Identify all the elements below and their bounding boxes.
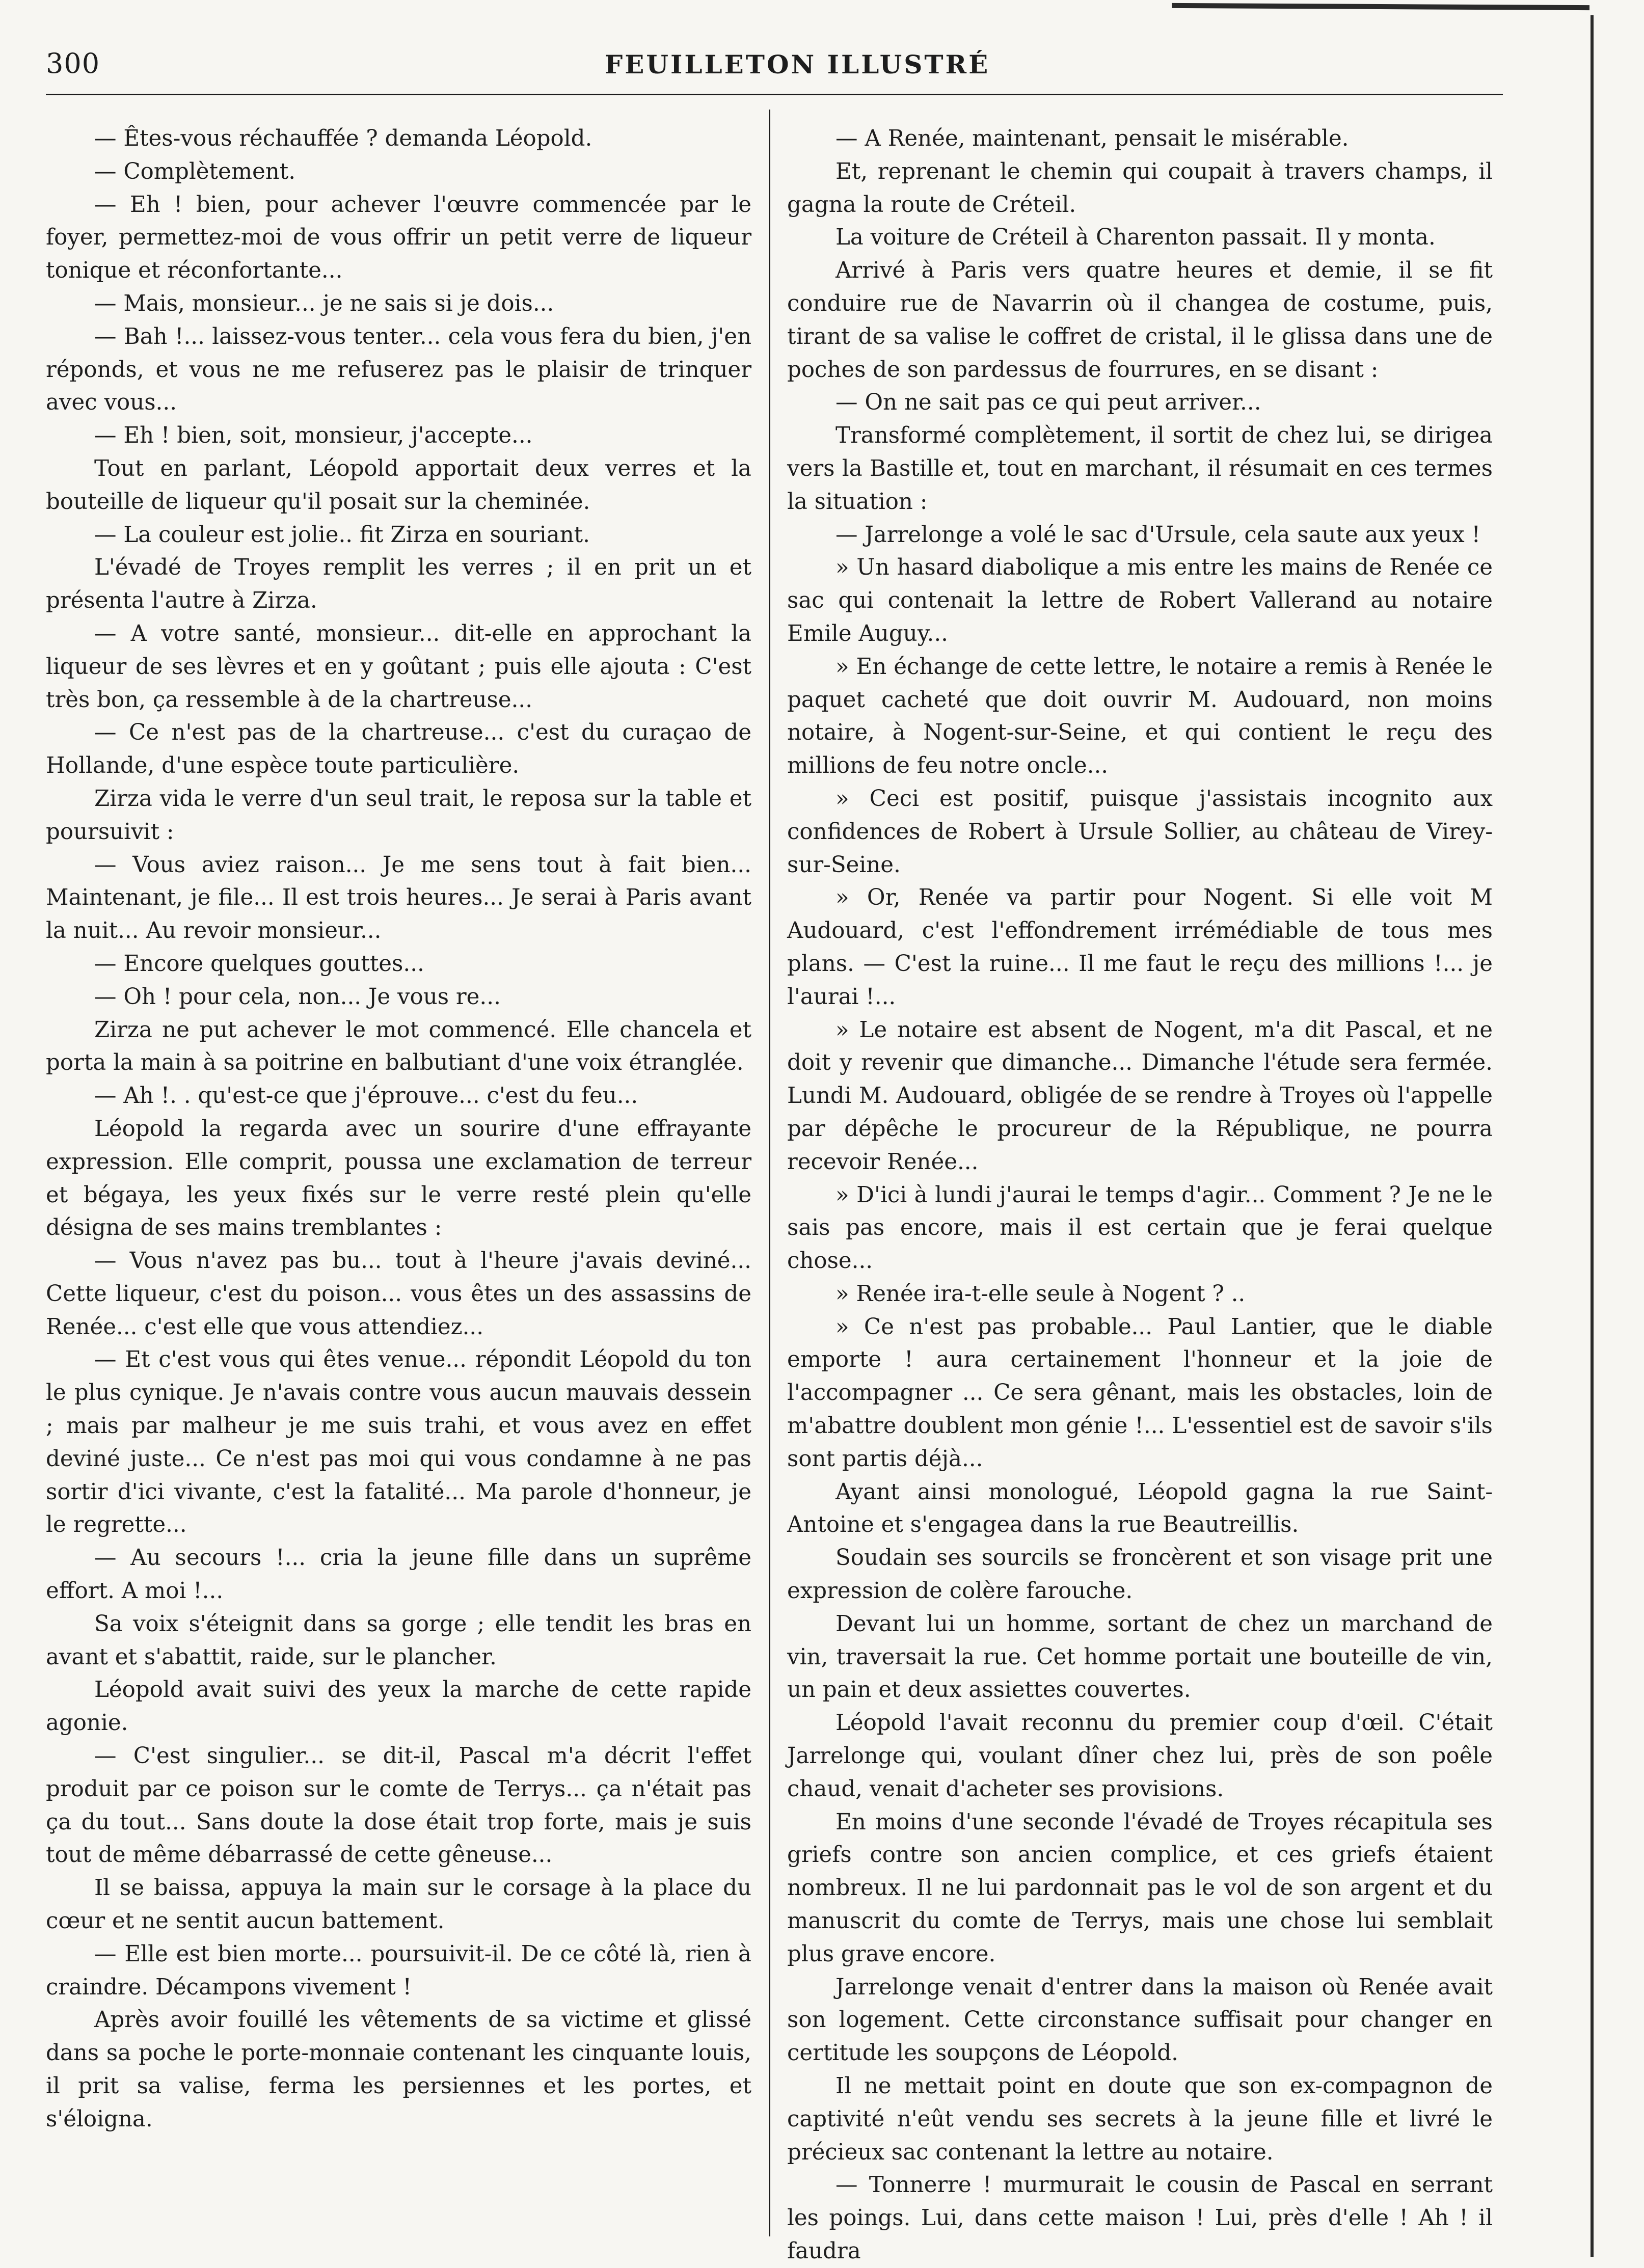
page-header	[46, 43, 1503, 89]
paragraph: Léopold l'avait reconnu du premier coup d'œil. C'était Jarrelonge qui, voulant dîner chez lui, près de son poêle chaud, venait d'acheter ses provisions.	[787, 1710, 1493, 1802]
left-column	[46, 122, 751, 2226]
paragraph: » Or, Renée va partir pour Nogent. Si elle voit M Audouard, c'est l'effondrement irrémédiable de tous mes plans. — C'est la ruine... Il me faut le reçu des millions !... je l'aurai !...	[787, 885, 1493, 1010]
paragraph: Ayant ainsi monologué, Léopold gagna la rue Saint-Antoine et s'engagea dans la rue Beautreillis.	[787, 1479, 1493, 1538]
paragraph: — On ne sait pas ce qui peut arriver...	[836, 390, 1261, 416]
paragraph: — Mais, monsieur... je ne sais si je dois...	[94, 290, 554, 316]
paragraph: — Vous aviez raison... Je me sens tout à fait bien... Maintenant, je file... Il est trois heures... Je serai à Paris avant la nuit... Au revoir monsieur...	[46, 852, 751, 944]
paragraph: Il se baissa, appuya la main sur le corsage à la place du cœur et ne sentit aucun battement.	[46, 1875, 751, 1934]
paragraph: Léopold avait suivi des yeux la marche de cette rapide agonie.	[46, 1677, 751, 1736]
paragraph: — Oh ! pour cela, non... Je vous re...	[94, 984, 501, 1010]
paragraph: — A votre santé, monsieur... dit-elle en approchant la liqueur de ses lèvres et en y goûtant ; puis elle ajouta : C'est très bon, ça ressemble à de la chartreuse...	[46, 620, 751, 713]
paragraph: — Êtes-vous réchauffée ? demanda Léopold.	[94, 126, 592, 151]
paragraph: Arrivé à Paris vers quatre heures et demie, il se fit conduire rue de Navarrin où il changea de costume, puis, tirant de sa valise le coffret de cristal, il le glissa dans une de poches de son pardessus de fourrures, en se disant :	[787, 258, 1493, 383]
paragraph: » En échange de cette lettre, le notaire a remis à Renée le paquet cacheté que doit ouvrir M. Audouard, non moins notaire, à Nogent-sur-Seine, et qui contient le reçu des millions de feu notre oncle...	[787, 654, 1493, 779]
paragraph: » Un hasard diabolique a mis entre les mains de Renée ce sac qui contenait la lettre de Robert Vallerand au notaire Emile Auguy...	[787, 555, 1493, 646]
paragraph: » Ceci est positif, puisque j'assistais incognito aux confidences de Robert à Ursule Sollier, au château de Virey-sur-Seine.	[787, 786, 1493, 878]
paragraph: — Elle est bien morte... poursuivit-il. De ce côté là, rien à craindre. Décampons vivement !	[46, 1941, 751, 2000]
paragraph: Soudain ses sourcils se froncèrent et son visage prit une expression de colère farouche.	[787, 1545, 1493, 1604]
paragraph: » D'ici à lundi j'aurai le temps d'agir... Comment ? Je ne le sais pas encore, mais il est certain que je ferai quelque chose...	[787, 1182, 1493, 1274]
paragraph: — Complètement.	[94, 158, 296, 184]
paragraph: Transformé complètement, il sortit de chez lui, se dirigea vers la Bastille et, tout en marchant, il résumait en ces termes la situation :	[787, 423, 1493, 515]
paragraph: Léopold la regarda avec un sourire d'une effrayante expression. Elle comprit, poussa une exclamation de terreur et bégaya, les yeux fixés sur le verre resté plein qu'elle désigna de ses mains tremblantes :	[46, 1116, 751, 1241]
page-number: 300	[46, 47, 100, 79]
paragraph: Il ne mettait point en doute que son ex-compagnon de captivité n'eût vendu ses secrets à la jeune fille et livré le précieux sac contenant la lettre au notaire.	[787, 2073, 1493, 2165]
paragraph: Tout en parlant, Léopold apportait deux verres et la bouteille de liqueur qu'il posait sur la cheminée.	[46, 455, 751, 515]
paragraph: En moins d'une seconde l'évadé de Troyes récapitula ses griefs contre son ancien complice, et ces griefs étaient nombreux. Il ne lui pardonnait pas le vol de son argent et du manuscrit du comte de Terrys, mais une chose lui semblait plus grave encore.	[787, 1809, 1493, 1967]
paragraph: Jarrelonge venait d'entrer dans la maison où Renée avait son logement. Cette circonstance suffisait pour changer en certitude les soupçons de Léopold.	[787, 1974, 1493, 2066]
paragraph: Zirza vida le verre d'un seul trait, le reposa sur la table et poursuivit :	[46, 786, 751, 845]
paragraph: — Au secours !... cria la jeune fille dans un suprême effort. A moi !...	[46, 1545, 751, 1604]
paragraph: La voiture de Créteil à Charenton passait. Il y monta.	[836, 225, 1436, 251]
paragraph: » Ce n'est pas probable... Paul Lantier, que le diable emporte ! aura certainement l'honneur et la joie de l'accompagner ... Ce sera gênant, mais les obstacles, loin de m'abattre doublent mon génie !... L'essentiel est de savoir s'ils sont partis déjà...	[787, 1314, 1493, 1472]
top-edge-rule	[1172, 3, 1589, 10]
paragraph: — Eh ! bien, soit, monsieur, j'accepte...	[94, 423, 533, 449]
paragraph: — Encore quelques gouttes...	[94, 951, 424, 977]
header-rule	[46, 94, 1503, 95]
paragraph: — Bah !... laissez-vous tenter... cela vous fera du bien, j'en réponds, et vous ne me refuserez pas le plaisir de trinquer avec vous...	[46, 323, 751, 416]
paragraph: — La couleur est jolie.. fit Zirza en souriant.	[94, 522, 590, 548]
paragraph: — Et c'est vous qui êtes venue... répondit Léopold du ton le plus cynique. Je n'avais contre vous aucun mauvais dessein ; mais par malheur je me suis trahi, et vous avez en effet deviné juste... Ce n'est pas moi qui vous condamne à ne pas sortir d'ici vivante, c'est la fatalité... Ma parole d'honneur, je le regrette...	[46, 1347, 751, 1538]
paragraph: — Tonnerre ! murmurait le cousin de Pascal en serrant les poings. Lui, dans cette maison ! Lui, près d'elle ! Ah ! il faudra	[787, 2172, 1493, 2264]
paragraph: » Le notaire est absent de Nogent, m'a dit Pascal, et ne doit y revenir que dimanche... Dimanche l'étude sera fermée. Lundi M. Audouard, obligée de se rendre à Troyes où l'appelle par dépêche le procureur de la République, ne pourra recevoir Renée...	[787, 1017, 1493, 1175]
paragraph: Et, reprenant le chemin qui coupait à travers champs, il gagna la route de Créteil.	[787, 158, 1493, 218]
paragraph: » Renée ira-t-elle seule à Nogent ? ..	[836, 1281, 1246, 1307]
paragraph: — Ah !. . qu'est-ce que j'éprouve... c'est du feu...	[94, 1083, 638, 1109]
column-divider	[769, 110, 770, 2236]
paragraph: L'évadé de Troyes remplit les verres ; il en prit un et présenta l'autre à Zirza.	[46, 555, 751, 614]
right-column	[787, 122, 1493, 2264]
paragraph: Sa voix s'éteignit dans sa gorge ; elle tendit les bras en avant et s'abattit, raide, sur le plancher.	[46, 1611, 751, 1670]
right-edge-rule	[1591, 15, 1594, 2257]
paragraph: Devant lui un homme, sortant de chez un marchand de vin, traversait la rue. Cet homme portait une bouteille de vin, un pain et deux assiettes couvertes.	[787, 1611, 1493, 1703]
paragraph: — Eh ! bien, pour achever l'œuvre commencée par le foyer, permettez-moi de vous offrir un petit verre de liqueur tonique et réconfortante...	[46, 192, 751, 284]
paragraph: Zirza ne put achever le mot commencé. Elle chancela et porta la main à sa poitrine en balbutiant d'une voix étranglée.	[46, 1017, 751, 1076]
paragraph: — C'est singulier... se dit-il, Pascal m'a décrit l'effet produit par ce poison sur le comte de Terrys... ça n'était pas ça du tout... Sans doute la dose était trop forte, mais je suis tout de même débarrassé de cette gêneuse...	[46, 1743, 751, 1868]
paragraph: — Vous n'avez pas bu... tout à l'heure j'avais deviné... Cette liqueur, c'est du poison... vous êtes un des assassins de Renée... c'est elle que vous attendiez...	[46, 1248, 751, 1340]
running-title: FEUILLETON ILLUSTRÉ	[604, 49, 990, 79]
paragraph: — Ce n'est pas de la chartreuse... c'est du curaçao de Hollande, d'une espèce toute particulière.	[46, 720, 751, 779]
paragraph: — A Renée, maintenant, pensait le misérable.	[836, 126, 1349, 151]
paragraph: Après avoir fouillé les vêtements de sa victime et glissé dans sa poche le porte-monnaie contenant les cinquante louis, il prit sa valise, ferma les persiennes et les portes, et s'éloigna.	[46, 2007, 751, 2132]
paragraph: — Jarrelonge a volé le sac d'Ursule, cela saute aux yeux !	[836, 522, 1481, 548]
